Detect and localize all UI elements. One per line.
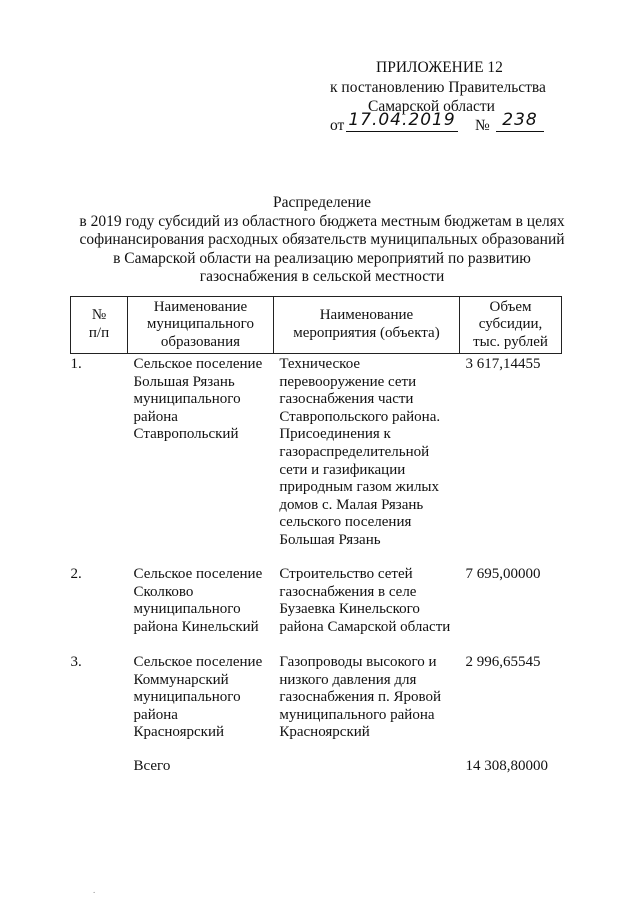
row-object: Газопроводы высокого и низкого давления для газоснабжения п. Яровой муниципального района Красноярский bbox=[279, 654, 442, 741]
total-label: Всего bbox=[133, 758, 171, 774]
scan-speck: . bbox=[93, 885, 96, 895]
heading-line-4: в Самарской области на реализацию мероприятий по развитию bbox=[113, 249, 531, 267]
table-header-row bbox=[71, 297, 562, 354]
row-municipality: Сельское поселение Сколково муниципального района Кинельский bbox=[133, 566, 263, 635]
table-row bbox=[71, 354, 562, 567]
row-object: Строительство сетей газоснабжения в селе Бузаевка Кинельского района Самарской области bbox=[279, 566, 451, 635]
table-row bbox=[71, 654, 562, 758]
row-amount: 3 617,14455 bbox=[465, 356, 541, 372]
row-number: 1. bbox=[70, 356, 82, 372]
row-municipality: Сельское поселение Большая Рязань муниципального района Ставропольский bbox=[133, 356, 263, 443]
subsidy-table bbox=[70, 296, 562, 776]
document-heading bbox=[70, 194, 574, 287]
table-row bbox=[71, 566, 562, 654]
column-header-object: Наименование мероприятия (объекта) bbox=[273, 297, 459, 354]
row-number: 3. bbox=[70, 654, 82, 670]
date-prefix: от bbox=[330, 117, 345, 134]
row-number: 2. bbox=[70, 566, 82, 582]
appendix-title: ПРИЛОЖЕНИЕ 12 bbox=[376, 59, 503, 76]
table-total-row bbox=[71, 758, 562, 776]
column-header-number: № п/п bbox=[71, 297, 128, 354]
column-header-amount: Объем субсидии, тыс. рублей bbox=[460, 297, 562, 354]
row-amount: 7 695,00000 bbox=[465, 566, 541, 582]
heading-line-1: Распределение bbox=[273, 194, 371, 211]
total-amount: 14 308,80000 bbox=[465, 758, 549, 774]
row-object: Техническое перевооружение сети газоснабжения части Ставропольского района. Присоединения к газораспределительной сети и газификации природным газом жилых домов с. Малая Рязань сельского поселения Большая Рязань bbox=[279, 356, 441, 548]
handwritten-number: 238 bbox=[496, 111, 544, 132]
heading-line-2: в 2019 году субсидий из областного бюджета местным бюджетам в целях bbox=[79, 212, 565, 230]
appendix-reference-line: к постановлению Правительства bbox=[330, 79, 546, 96]
number-label: № bbox=[475, 117, 490, 134]
heading-line-5: газоснабжения в сельской местности bbox=[199, 268, 445, 286]
row-amount: 2 996,65545 bbox=[465, 654, 541, 670]
appendix-region-line: Самарской области bbox=[368, 98, 495, 115]
row-municipality: Сельское поселение Коммунарский муниципального района Красноярский bbox=[133, 654, 263, 741]
column-header-municipality: Наименование муниципального образования bbox=[128, 297, 274, 354]
heading-line-3: софинансирования расходных обязательств муниципальных образований bbox=[79, 231, 565, 249]
handwritten-date: 17.04.2019 bbox=[346, 111, 458, 132]
